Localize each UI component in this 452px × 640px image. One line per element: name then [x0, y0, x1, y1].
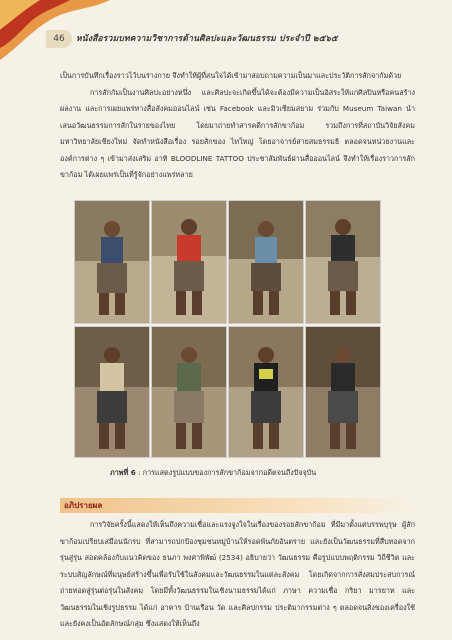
page-header: [46, 30, 426, 48]
figure-caption-label: ภาพที่ 6: [110, 468, 136, 477]
figure-caption: [110, 468, 316, 479]
figure-caption-text: : การแสดงรูปแบบของการสักขาก้อมจากอดีตจนถึงปัจจุบัน: [135, 468, 317, 477]
header-title: หนังสือรวมบทความวิชาการด้านศิลปะและวัฒนธรรม ประจำปี ๒๕๖๕: [76, 34, 338, 44]
discussion-paragraph: การวิจัยครั้งนี้แสดงให้เห็นถึงความเชื่อและแรงจูงใจในเรื่องของรอยสักขาก้อม ที่มีมาตั้งแต่บรรพบุรุษ ผู้สักขาก้อมเปรียบเสมือนนักรบ ที่สามารถปกป้องชุมชนหมู่บ้านให้รอดพ้นภัยอันตราย และยังเป็นวัฒนธรรมที่สืบทอดจากรุ่นสู่รุ่น สอดคล้องกับแนวคิดของ ธนภา พงศาพิพัฒ์ (2534) อธิบายว่า วัฒนธรรม คือรูปแบบพฤติกรรม วิถีชีวิต และระบบสัญลักษณ์ที่มนุษย์สร้างขึ้นเพื่อรับใช้ในสังคมและวัฒนธรรมในแต่ละสังคม โดยเกิดจากการสั่งสมประสบการณ์ ถ่ายทอดสู่รุ่นต่อรุ่นในสังคม โดยมีทั้งวัฒนธรรมในเชิงนามธรรมได้แก่ ภาษา ความเชื่อ กริยา มารยาท และวัฒนธรรมในเชิงรูปธรรม ได้แก่ อาคาร บ้านเรือน วัด และศิลปกรรม ประติมากรรมต่าง ๆ ตลอดจนสิ่งของเครื่องใช้ และยังคงเป็นอัตลักษณ์กลุ่ม ซึ่งแสดงให้เห็นถึง: [60, 520, 415, 628]
photo-4: [305, 200, 381, 324]
paragraph-2: การสักกัมเป็นงานศิลปะอย่างหนึ่ง และศิลปะจะเกิดขึ้นได้จะต้องมีความเป็นอิสระให้แก่ศิลปินหรือคนสร้างผลงาน และการเผยแพร่ทางสื่อสังคมออนไลน์ เช่น Facebook และมิวเซียมสยาม ร่วมกับ Museum Taiwan นำเสนอวัฒนธรรมการสักในรายของไทย โดยมาถ่ายทำสารคดีการสักขาก้อม รวมถึงการที่สถาบันวิจัยสังคม มหาวิทยาลัยเชียงใหม่ จัดทำหนังสือเรื่อง รอยสักของ ไทใหญ่ โดยอาจารย์สายสมธรรมธิ ตลอดจนหน่วยงานและองค์การต่าง ๆ เข้ามาส่งเสริม อาทิ BLOODLINE TATTOO ประชาสัมพันธ์ผ่านสื่อออนไลน์ จึงทำให้เรื่องราวการสักขาก้อม ได้เผยแพร่เป็นที่รู้จักอย่างแพร่หลาย: [60, 87, 415, 179]
section-heading: อภิปรายผล: [64, 501, 103, 510]
photo-8: [305, 326, 381, 458]
body-text-bottom: [60, 517, 415, 633]
photo-5: [74, 326, 150, 458]
body-text-top: [60, 68, 415, 184]
photo-7: [228, 326, 304, 458]
paragraph-1: เป็นการบันทึกเรื่องราวไว้บนร่างกาย จึงทำให้ผู้ที่สนใจได้เข้ามาสอบถามความเป็นมาและประวัติการสักจากัมด้วย: [60, 71, 402, 80]
photo-6: [151, 326, 227, 458]
photo-3: [228, 200, 304, 324]
page-number: 46: [46, 30, 72, 48]
photo-1: [74, 200, 150, 324]
photo-2: [151, 200, 227, 324]
section-heading-bar: [60, 498, 415, 513]
